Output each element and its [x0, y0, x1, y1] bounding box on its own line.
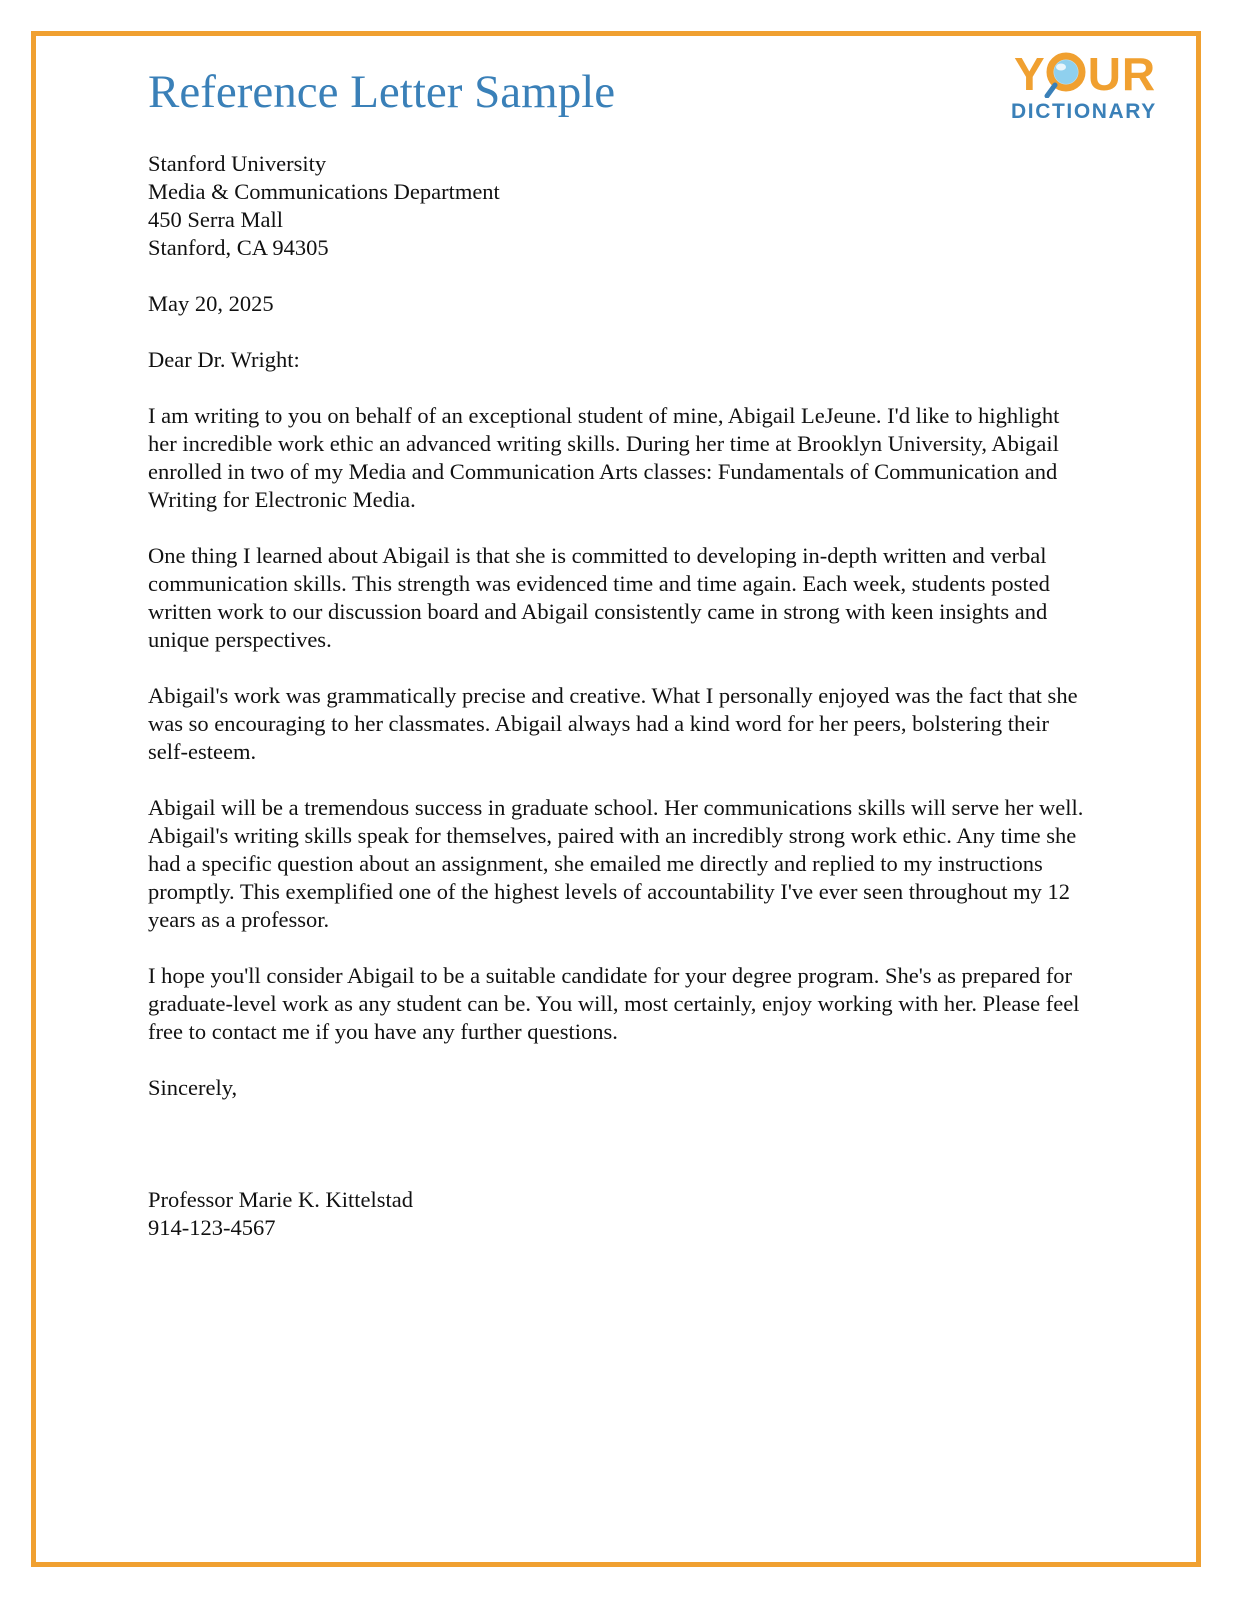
- body-paragraph: Abigail's work was grammatically precise and creative. What I personally enjoyed was the fact that she was so encouraging to her classmates. Abigail always had a kind word for her peers, bolstering their self-esteem.: [148, 683, 1078, 764]
- letter-date: May 20, 2025: [148, 291, 274, 316]
- magnifier-icon: [1044, 52, 1090, 98]
- address-line: Stanford, CA 94305: [148, 235, 329, 260]
- signature-block: [148, 1186, 1088, 1242]
- logo-wordmark-bottom: DICTIONARY: [1011, 100, 1157, 123]
- letter-body: [148, 150, 1088, 1270]
- body-paragraph: I hope you'll consider Abigail to be a suitable candidate for your degree program. She's as prepared for graduate-level work as any student can be. You will, most certainly, enjoy working with her. Please feel free to contact me if you have any further questions.: [148, 963, 1080, 1044]
- recipient-address: [148, 150, 1088, 262]
- logo-letter-y: Y: [1014, 48, 1046, 100]
- address-line: Stanford University: [148, 151, 327, 176]
- body-paragraph: Abigail will be a tremendous success in graduate school. Her communications skills will serve her well. Abigail's writing skills speak for themselves, paired with an incredibly strong work ethic. Any time she had a specific question about an assignment, she emailed me directly and replied to my instructions promptly. This exemplified one of the highest levels of accountability I've ever seen throughout my 12 years as a professor.: [148, 795, 1084, 932]
- closing: Sincerely,: [148, 1075, 238, 1100]
- address-line: 450 Serra Mall: [148, 207, 283, 232]
- logo-letters-ur: UR: [1087, 48, 1157, 100]
- signature-name: Professor Marie K. Kittelstad: [148, 1187, 413, 1212]
- salutation: Dear Dr. Wright:: [148, 347, 300, 372]
- address-line: Media & Communications Department: [148, 179, 500, 204]
- signature-space: [148, 1130, 1088, 1186]
- yourdictionary-logo: [1008, 50, 1173, 126]
- page-title: Reference Letter Sample: [148, 66, 616, 118]
- body-paragraph: One thing I learned about Abigail is that she is committed to developing in-depth written and verbal communication skills. This strength was evidenced time and time again. Each week, students posted written work to our discussion board and Abigail consistently came in strong with keen insights and unique perspectives.: [148, 543, 1050, 652]
- body-paragraph: I am writing to you on behalf of an exceptional student of mine, Abigail LeJeune. I'd like to highlight her incredible work ethic an advanced writing skills. During her time at Brooklyn University, Abigail enrolled in two of my Media and Communication Arts classes: Fundamentals of Communication and Writing for Electronic Media.: [148, 403, 1060, 512]
- signature-phone: 914-123-4567: [148, 1215, 276, 1240]
- logo-wordmark-top: [1014, 50, 1156, 98]
